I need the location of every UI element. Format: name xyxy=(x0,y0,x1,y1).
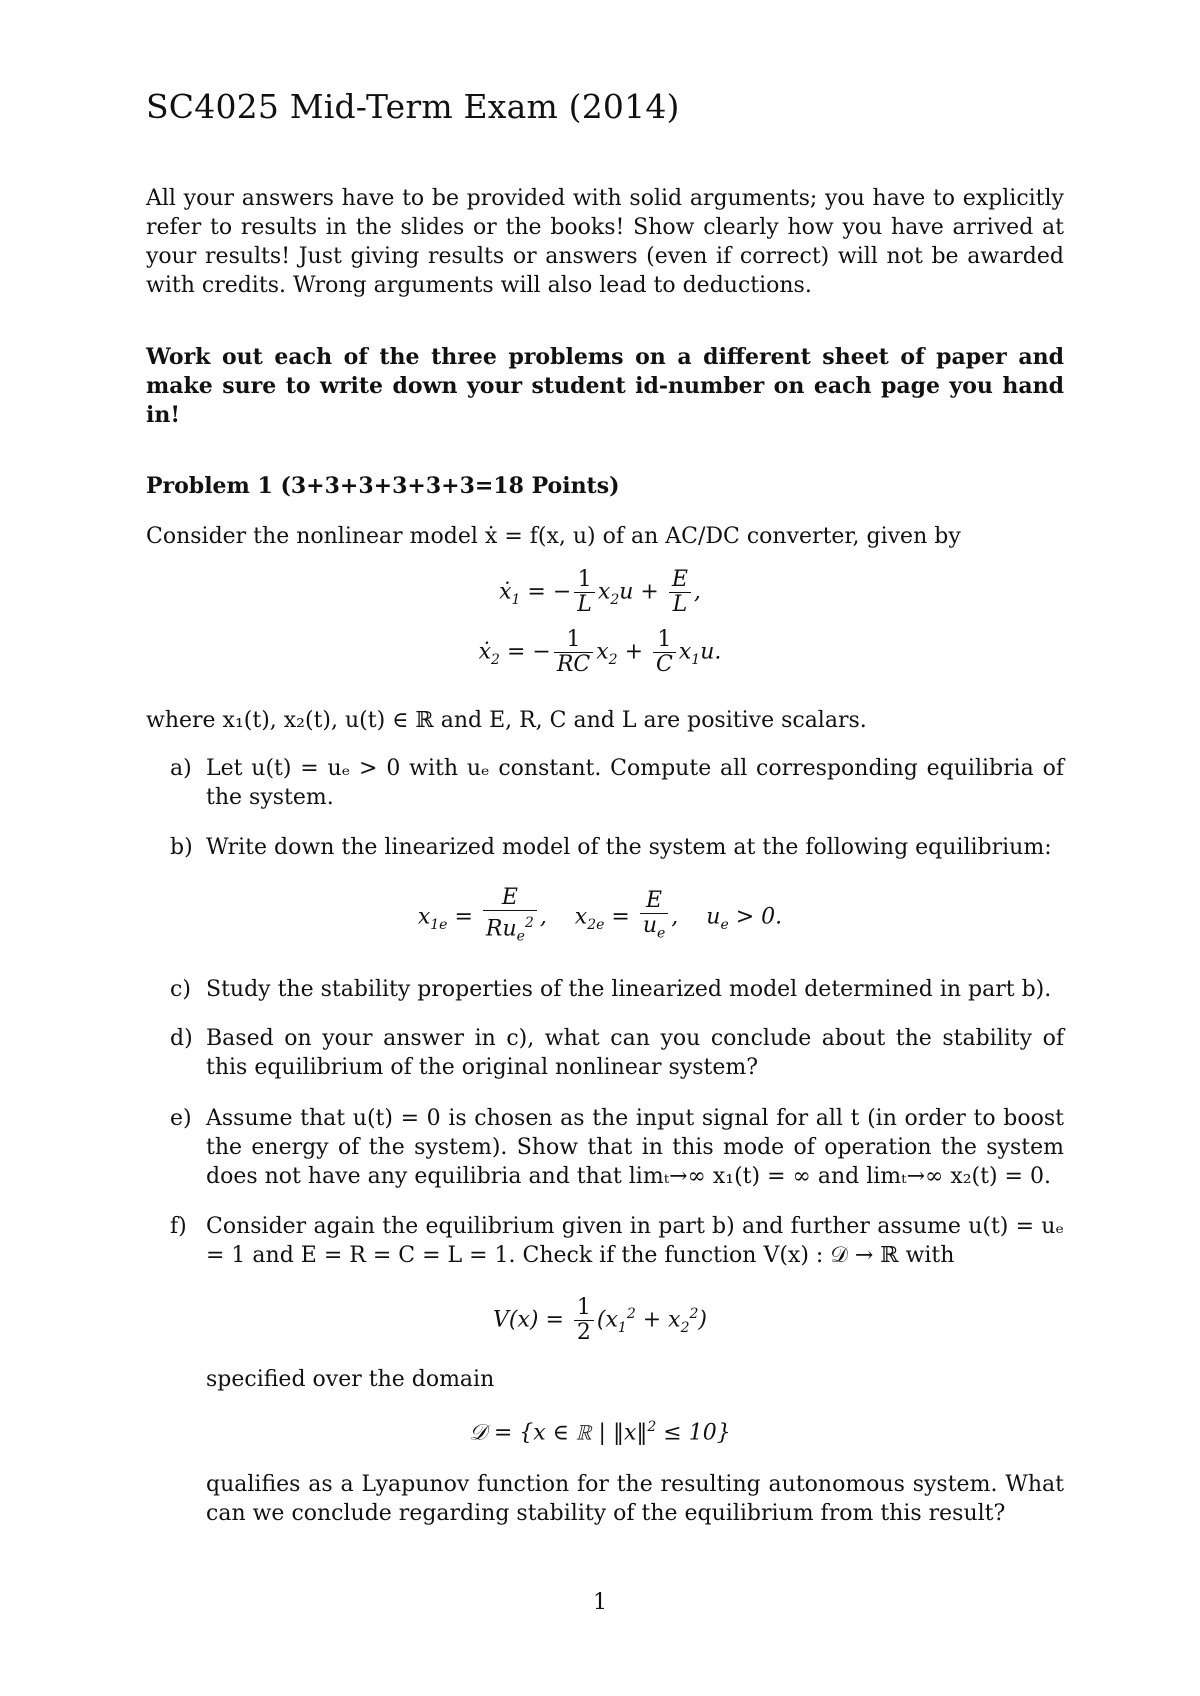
fraction: $\frac{1}{RC}$ xyxy=(554,628,593,677)
fraction: $\frac{E}{Ru_e^2}$ xyxy=(483,886,537,949)
fraction: $\frac{1}{2}$ xyxy=(574,1296,594,1345)
part-label: e) xyxy=(170,1106,192,1131)
instructions-paragraph: Work out each of the three problems on a different sheet of paper and make sure to write down your student id-number on each page you hand in! xyxy=(146,344,1064,428)
part-label: d) xyxy=(170,1026,193,1051)
lyapunov-function-equation: V(x) = $\frac{1}{2}$ $(x_1^2 + x_2^2)$ xyxy=(493,1295,707,1345)
part-d xyxy=(170,1024,1064,1082)
part-label: f) xyxy=(170,1214,187,1239)
part-f xyxy=(170,1212,1064,1270)
fraction: $\frac{E}{u_e}$ xyxy=(640,889,668,945)
lyapunov-question-text: qualifies as a Lyapunov function for the resulting autonomous system. What can we conclude regarding stability of the equilibrium from this result? xyxy=(206,1472,1064,1526)
where-text: where x₁(t), x₂(t), u(t) ∈ ℝ and E, R, C and L are positive scalars. xyxy=(146,708,867,733)
part-text: Write down the linearized model of the system at the following equilibrium: xyxy=(206,835,1052,860)
part-text: Study the stability properties of the linearized model determined in part b). xyxy=(206,977,1052,1002)
page-number: 1 xyxy=(593,1590,607,1615)
equation-x2-dot: ẋ$_2$ = − $\frac{1}{RC}$ $x_2$ + $\frac{1}{C}$ $x_1u$. xyxy=(478,627,722,677)
part-text: Assume that u(t) = 0 is chosen as the input signal for all t (in order to boost the energy of the system). Show that in this mode of operation the system does not have any equilibria and that limₜ→∞ x₁(t) = ∞ and limₜ→∞ x₂(t) = 0. xyxy=(206,1106,1064,1189)
part-c xyxy=(170,975,1064,1004)
page-title: SC4025 Mid-Term Exam (2014) xyxy=(146,87,680,126)
problem-heading: Problem 1 (3+3+3+3+3+3=18 Points) xyxy=(146,473,620,499)
equation-x1-dot: ẋ$_1$ = − $\frac{1}{L}$ $x_2u$ + $\frac{E}{L}$ , xyxy=(499,567,701,617)
part-label: b) xyxy=(170,835,193,860)
model-intro-text: Consider the nonlinear model ẋ = f(x, u) of an AC/DC converter, given by xyxy=(146,524,961,549)
fraction: $\frac{E}{L}$ xyxy=(669,568,691,617)
part-text: Consider again the equilibrium given in part b) and further assume u(t) = uₑ = 1 and E = R = C = L = 1. Check if the function V(x) : 𝒟 → ℝ with xyxy=(206,1214,1064,1268)
fraction: $\frac{1}{C}$ xyxy=(653,628,676,677)
part-text: Based on your answer in c), what can you conclude about the stability of this equilibrium of the original nonlinear system? xyxy=(206,1026,1064,1080)
equilibrium-equation: $x_{1e}$ = $\frac{E}{Ru_e^2}$ , $x_{2e}$ = $\frac{E}{u_e}$ , $u_e > 0$. xyxy=(0,886,1200,949)
domain-equation: 𝒟 = {x ∈ ℝ | ‖x‖$^2$ ≤ 10} xyxy=(469,1419,731,1446)
part-a xyxy=(170,754,1064,812)
part-e xyxy=(170,1104,1064,1191)
part-label: c) xyxy=(170,977,191,1002)
part-b xyxy=(170,833,1064,862)
domain-intro-text: specified over the domain xyxy=(206,1367,495,1392)
intro-paragraph: All your answers have to be provided with solid arguments; you have to explicitly refer to results in the slides or the books! Show clearly how you have arrived at your results! Just giving results or answers (even if correct) will not be awarded with credits. Wrong arguments will also lead to deductions. xyxy=(146,186,1064,298)
part-label: a) xyxy=(170,756,192,781)
part-text: Let u(t) = uₑ > 0 with uₑ constant. Compute all corresponding equilibria of the system. xyxy=(206,756,1064,810)
fraction: $\frac{1}{L}$ xyxy=(574,568,595,617)
